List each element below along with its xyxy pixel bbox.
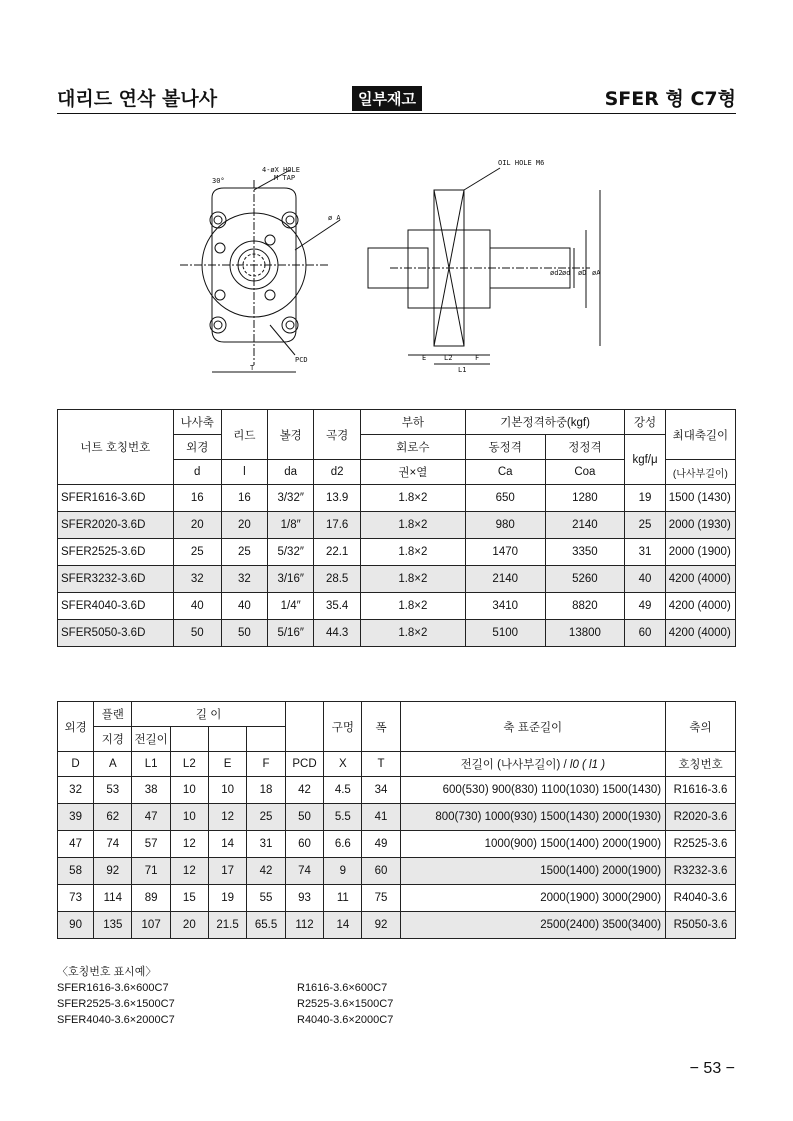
cell-f: 25 [247,804,285,831]
cell-k: 60 [625,620,665,647]
cell-e: 19 [208,885,246,912]
col-width-bot: T [362,752,400,777]
col-stiff-unit: kgf/μ [625,435,665,485]
cell-l: 32 [221,566,267,593]
oil-hole-label: OIL HOLE M6 [498,159,545,167]
cell-coa: 2140 [545,512,625,539]
cell-t: 92 [362,912,400,939]
flange-front-view [180,170,340,372]
cell-code: R3232-3.6 [666,858,736,885]
cell-d2: 22.1 [314,539,360,566]
cell-l2: 10 [170,804,208,831]
tap-label: M TAP [274,174,296,182]
table-row [58,831,736,858]
col-pcd [285,702,324,752]
cell-std: 800(730) 1000(930) 1500(1430) 2000(1930) [400,804,666,831]
table-row [58,620,736,647]
cell-coa: 5260 [545,566,625,593]
cell-e: 14 [208,831,246,858]
example-right-1: R1616-3.6×600C7 [297,982,388,994]
std-mid-label: 전길이 (나사부길이) [460,759,561,771]
col-width: 폭 [362,702,400,752]
cell-std: 600(530) 900(830) 1100(1030) 1500(1430) [400,777,666,804]
col-lead: 리드 [221,410,267,460]
cell-ca: 2140 [465,566,545,593]
cell-e: 21.5 [208,912,246,939]
col-sta-bot: Coa [545,460,625,485]
hole-label: 4-øX HOLE [262,166,300,174]
table-row [58,885,736,912]
dia-d2-label: ød2 [550,269,563,277]
col-pcd-bot: PCD [285,752,324,777]
col-code: 축의 [666,702,736,752]
stock-badge: 일부재고 [352,86,422,111]
cell-a: 53 [94,777,132,804]
example-right-3: R4040-3.6×2000C7 [297,1014,394,1026]
t-label: T [250,364,255,372]
cell-len: 2000 (1930) [665,512,735,539]
cell-coa: 13800 [545,620,625,647]
cell-x: 9 [324,858,362,885]
cell-code: R4040-3.6 [666,885,736,912]
cell-d2: 13.9 [314,485,360,512]
cell-coa: 8820 [545,593,625,620]
cell-d: 16 [173,485,221,512]
cell-d: 40 [173,593,221,620]
cell-k: 49 [625,593,665,620]
cell-circ: 1.8×2 [360,539,465,566]
cell-std: 2000(1900) 3000(2900) [400,885,666,912]
example-left [57,964,175,1028]
col-maxlen-sub: (나사부길이) [665,460,735,485]
cell-d: 32 [58,777,94,804]
dia-d-label: ød [562,269,571,277]
cell-t: 75 [362,885,400,912]
col-dyn-bot: Ca [465,460,545,485]
example-left-3: SFER4040-3.6×2000C7 [57,1014,175,1026]
cell-nut: SFER2525-3.6D [58,539,174,566]
example-right [297,980,393,1028]
cell-a: 135 [94,912,132,939]
cell-f: 65.5 [247,912,285,939]
col-code-bot: 호칭번호 [666,752,736,777]
cell-t: 49 [362,831,400,858]
col-shaft-bot: d [173,460,221,485]
dia-flange-label: øA [592,269,601,277]
cell-d2: 44.3 [314,620,360,647]
cell-code: R2525-3.6 [666,831,736,858]
cell-d: 39 [58,804,94,831]
cell-da: 3/16″ [267,566,314,593]
col-flange-bot: A [94,752,132,777]
pcd-label: PCD [295,356,308,364]
col-sta: 정정격 [545,435,625,460]
col-e: E [208,752,246,777]
cell-circ: 1.8×2 [360,620,465,647]
cell-f: 42 [247,858,285,885]
cell-da: 5/32″ [267,539,314,566]
dimension-table [57,701,736,939]
cell-da: 1/8″ [267,512,314,539]
table-row [58,566,736,593]
cell-len: 4200 (4000) [665,593,735,620]
table-row [58,777,736,804]
col-l1-top: 전길이 [132,727,170,752]
e-label: E [422,354,427,362]
cell-a: 92 [94,858,132,885]
col-f: F [247,752,285,777]
cell-a: 114 [94,885,132,912]
col-load-mid: 회로수 [360,435,465,460]
cell-d: 25 [173,539,221,566]
cell-t: 60 [362,858,400,885]
cell-ca: 650 [465,485,545,512]
table-row [58,539,736,566]
cell-k: 31 [625,539,665,566]
table-row [58,512,736,539]
col-l1: L1 [132,752,170,777]
col-root-bot: d2 [314,460,360,485]
cell-nut: SFER4040-3.6D [58,593,174,620]
cell-coa: 3350 [545,539,625,566]
cell-da: 3/32″ [267,485,314,512]
cell-x: 6.6 [324,831,362,858]
col-std-bot: 전길이 (나사부길이) / l0 ( l1 ) [400,752,666,777]
col-root: 곡경 [314,410,360,460]
angle-label: 30° [212,177,225,185]
col-hole: 구멍 [324,702,362,752]
cell-e: 17 [208,858,246,885]
cell-pcd: 50 [285,804,324,831]
col-dyn: 동정격 [465,435,545,460]
cell-d: 47 [58,831,94,858]
col-f-blank [247,727,285,752]
nut-side-view [368,168,600,364]
example-left-1: SFER1616-3.6×600C7 [57,982,169,994]
cell-e: 12 [208,804,246,831]
cell-len: 1500 (1430) [665,485,735,512]
l1-label: L1 [458,366,467,374]
dia-od-label: øD [578,269,587,277]
cell-pcd: 42 [285,777,324,804]
cell-std: 1500(1400) 2000(1900) [400,858,666,885]
cell-nut: SFER3232-3.6D [58,566,174,593]
cell-code: R5050-3.6 [666,912,736,939]
cell-nut: SFER1616-3.6D [58,485,174,512]
col-od-bot: D [58,752,94,777]
cell-l1: 71 [132,858,170,885]
dia-a-label: ø A [328,214,341,222]
cell-pcd: 112 [285,912,324,939]
cell-k: 19 [625,485,665,512]
cell-l: 16 [221,485,267,512]
cell-f: 18 [247,777,285,804]
cell-l2: 20 [170,912,208,939]
cell-l: 25 [221,539,267,566]
cell-d2: 35.4 [314,593,360,620]
std-bot-label: l0 ( l1 ) [569,759,606,771]
col-length: 길 이 [132,702,285,727]
cell-d: 32 [173,566,221,593]
cell-k: 25 [625,512,665,539]
col-shaft-mid: 외경 [173,435,221,460]
cell-l: 50 [221,620,267,647]
example-title: 〈호칭번호 표시예〉 [57,966,157,978]
col-stiff: 강성 [625,410,665,435]
cell-circ: 1.8×2 [360,593,465,620]
cell-d2: 17.6 [314,512,360,539]
cell-da: 1/4″ [267,593,314,620]
example-right-2: R2525-3.6×1500C7 [297,998,394,1010]
col-flange: 플랜 [94,702,132,727]
cell-e: 10 [208,777,246,804]
col-hole-bot: X [324,752,362,777]
cell-coa: 1280 [545,485,625,512]
cell-x: 11 [324,885,362,912]
table-row [58,858,736,885]
cell-std: 2500(2400) 3500(3400) [400,912,666,939]
cell-x: 5.5 [324,804,362,831]
cell-circ: 1.8×2 [360,512,465,539]
model-title: SFER 형 C7형 [604,88,736,110]
cell-l: 40 [221,593,267,620]
cell-f: 31 [247,831,285,858]
cell-l2: 15 [170,885,208,912]
cell-nut: SFER5050-3.6D [58,620,174,647]
example-left-2: SFER2525-3.6×1500C7 [57,998,175,1010]
cell-ca: 3410 [465,593,545,620]
cell-code: R1616-3.6 [666,777,736,804]
col-rating: 기본정격하중(kgf) [465,410,624,435]
col-l2-blank [170,727,208,752]
cell-l1: 38 [132,777,170,804]
cell-ca: 980 [465,512,545,539]
cell-t: 41 [362,804,400,831]
header-rule [57,113,736,114]
col-od: 외경 [58,702,94,752]
cell-k: 40 [625,566,665,593]
cell-circ: 1.8×2 [360,566,465,593]
table-row [58,485,736,512]
cell-da: 5/16″ [267,620,314,647]
table-row [58,593,736,620]
cell-pcd: 60 [285,831,324,858]
cell-std: 1000(900) 1500(1400) 2000(1900) [400,831,666,858]
col-load-bot: 권×열 [360,460,465,485]
table-row [58,912,736,939]
cell-len: 2000 (1900) [665,539,735,566]
cell-len: 4200 (4000) [665,566,735,593]
cell-l1: 107 [132,912,170,939]
cell-l1: 89 [132,885,170,912]
cell-l2: 10 [170,777,208,804]
cell-x: 14 [324,912,362,939]
cell-d: 73 [58,885,94,912]
cell-pcd: 93 [285,885,324,912]
col-maxlen: 최대축길이 [665,410,735,460]
col-ball-bot: da [267,460,314,485]
col-lead-bot: l [221,460,267,485]
cell-nut: SFER2020-3.6D [58,512,174,539]
col-nut: 너트 호칭번호 [58,410,174,485]
cell-l: 20 [221,512,267,539]
nut-spec-table [57,409,736,647]
col-e-blank [208,727,246,752]
cell-l2: 12 [170,831,208,858]
col-flange-mid: 지경 [94,727,132,752]
cell-a: 74 [94,831,132,858]
col-ball: 볼경 [267,410,314,460]
cell-code: R2020-3.6 [666,804,736,831]
cell-f: 55 [247,885,285,912]
cell-d: 58 [58,858,94,885]
page-number: − 53 − [689,1060,735,1077]
f-label: F [475,354,480,362]
l2-label: L2 [444,354,453,362]
col-std-length: 축 표준길이 [400,702,666,752]
cell-len: 4200 (4000) [665,620,735,647]
cell-circ: 1.8×2 [360,485,465,512]
cell-d: 90 [58,912,94,939]
table-row [58,804,736,831]
cell-d: 20 [173,512,221,539]
cell-l1: 57 [132,831,170,858]
cell-d2: 28.5 [314,566,360,593]
cell-a: 62 [94,804,132,831]
cell-t: 34 [362,777,400,804]
cell-pcd: 74 [285,858,324,885]
technical-drawing [150,150,630,385]
cell-d: 50 [173,620,221,647]
cell-l2: 12 [170,858,208,885]
col-load: 부하 [360,410,465,435]
cell-l1: 47 [132,804,170,831]
cell-x: 4.5 [324,777,362,804]
cell-ca: 1470 [465,539,545,566]
col-l2: L2 [170,752,208,777]
page-title: 대리드 연삭 볼나사 [57,88,218,110]
col-shaft: 나사축 [173,410,221,435]
cell-ca: 5100 [465,620,545,647]
